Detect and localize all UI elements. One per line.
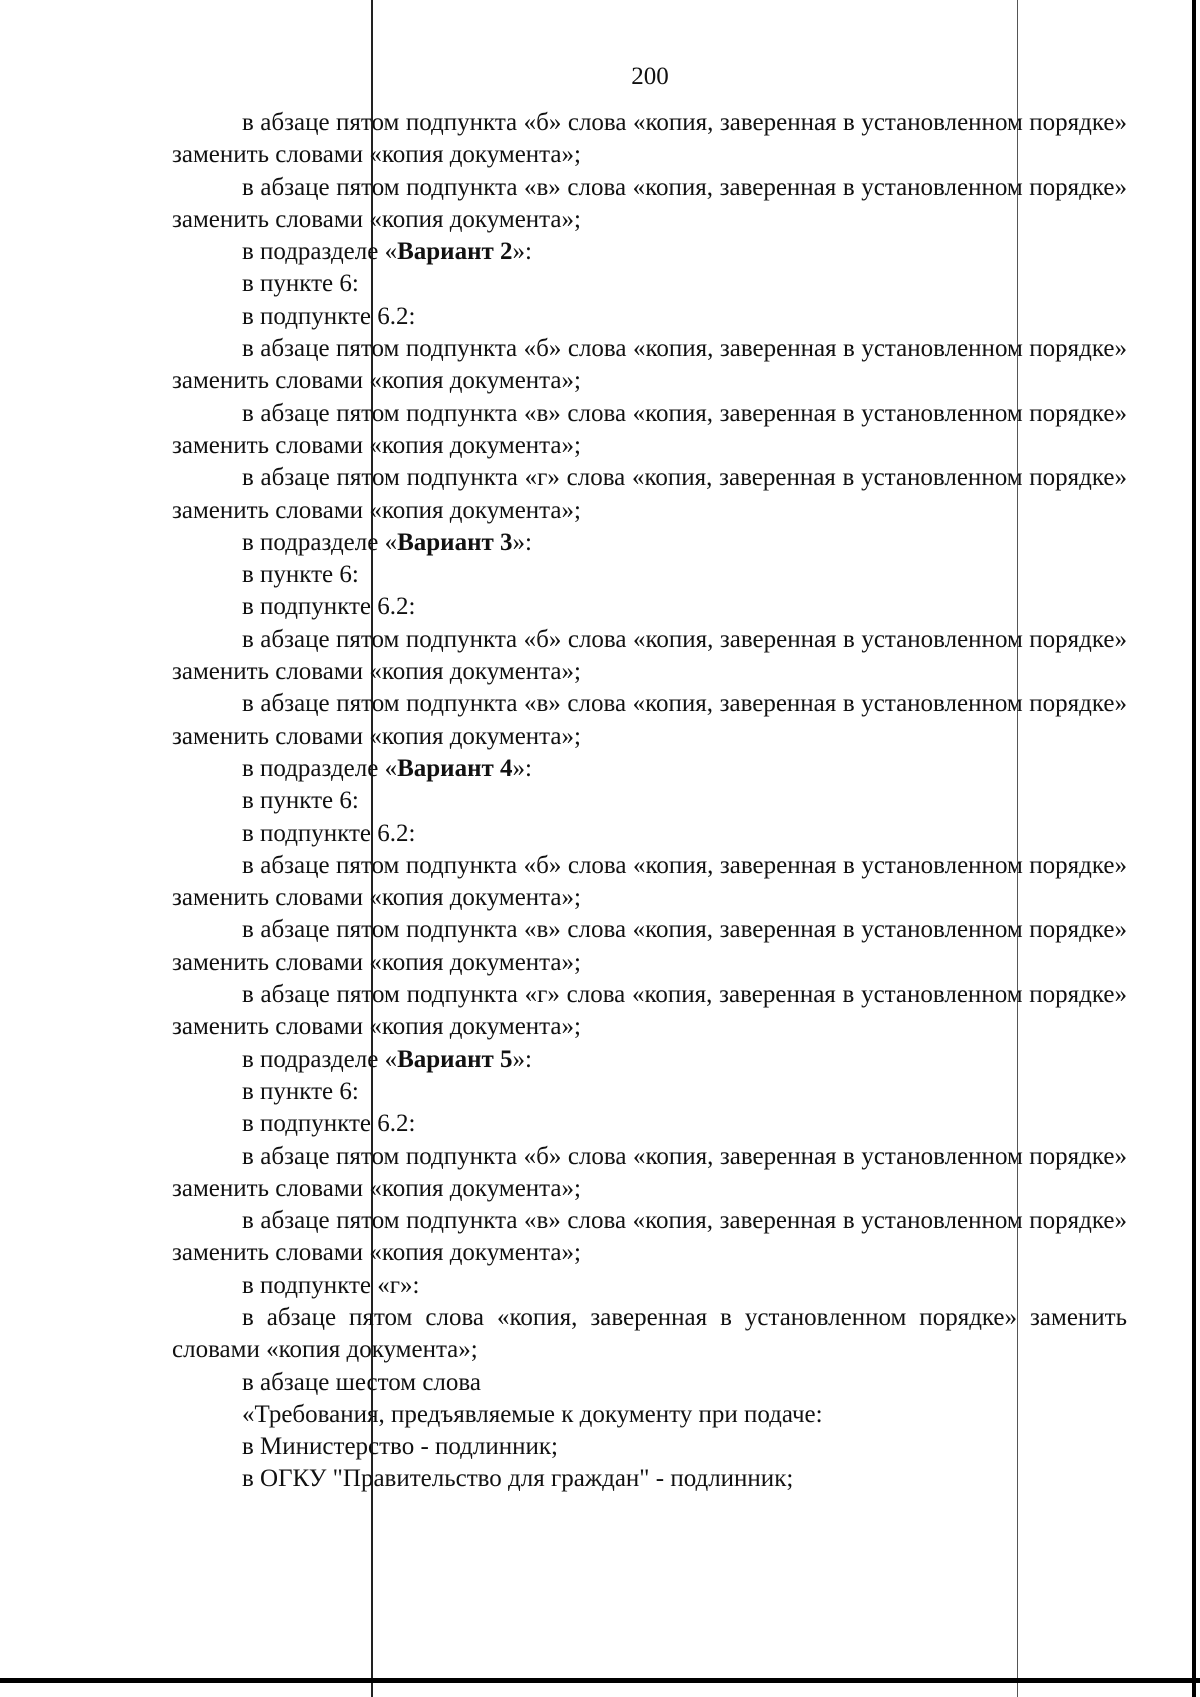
- paragraph: в абзаце пятом подпункта «г» слова «копия, заверенная в установленном порядке» заменить словами «копия документа»;: [172, 464, 1127, 524]
- paragraph: в подпункте «г»:: [242, 1271, 420, 1299]
- paragraph: в подпункте 6.2:: [242, 302, 416, 330]
- subsection-heading: в подразделе «Вариант 3»:: [242, 528, 532, 556]
- variant-title: Вариант 4: [397, 754, 513, 782]
- paragraph: в подпункте 6.2:: [242, 819, 416, 847]
- paragraph: в Министерство - подлинник;: [242, 1433, 558, 1461]
- paragraph: в абзаце пятом слова «копия, заверенная в установленном порядке» заменить словами «копия документа»;: [172, 1303, 1127, 1364]
- paragraph: в абзаце пятом подпункта «в» слова «копия, заверенная в установленном порядке» заменить словами «копия документа»;: [172, 399, 1127, 459]
- paragraph: в подпункте 6.2:: [242, 1110, 416, 1138]
- page-number: 200: [631, 63, 669, 90]
- page-bottom-edge: [0, 1678, 1200, 1683]
- paragraph: «Требования, предъявляемые к документу при подаче:: [242, 1400, 823, 1428]
- paragraph: в абзаце пятом подпункта «б» слова «копия, заверенная в установленном порядке» заменить словами «копия документа»;: [172, 625, 1127, 686]
- paragraph: в абзаце пятом подпункта «б» слова «копия, заверенная в установленном порядке» заменить словами «копия документа»;: [172, 335, 1127, 395]
- paragraph: в пункте 6:: [242, 1077, 359, 1105]
- paragraph: в пункте 6:: [242, 270, 359, 298]
- paragraph: в абзаце пятом подпункта «г» слова «копия, заверенная в установленном порядке» заменить словами «копия документа»;: [172, 981, 1127, 1041]
- subsection-heading: в подразделе «Вариант 2»:: [242, 238, 532, 266]
- paragraph: в пункте 6:: [242, 787, 359, 815]
- page-edge: [1192, 0, 1196, 1697]
- variant-title: Вариант 2: [397, 238, 513, 266]
- paragraph: в абзаце пятом подпункта «в» слова «копия, заверенная в установленном порядке» заменить словами «копия документа»;: [172, 916, 1127, 976]
- paragraph: в абзаце пятом подпункта «в» слова «копия, заверенная в установленном порядке» заменить словами «копия документа»;: [172, 173, 1127, 233]
- paragraph: в абзаце пятом подпункта «в» слова «копия, заверенная в установленном порядке» заменить словами «копия документа»;: [172, 690, 1127, 750]
- variant-title: Вариант 5: [397, 1045, 513, 1073]
- paragraph: в пункте 6:: [242, 561, 359, 589]
- paragraph: в ОГКУ "Правительство для граждан" - подлинник;: [242, 1465, 794, 1493]
- paragraph: в абзаце пятом подпункта «б» слова «копия, заверенная в установленном порядке» заменить словами «копия документа»;: [172, 109, 1127, 169]
- paragraph: в абзаце пятом подпункта «б» слова «копия, заверенная в установленном порядке» заменить словами «копия документа»;: [172, 851, 1127, 912]
- paragraph: в абзаце пятом подпункта «в» слова «копия, заверенная в установленном порядке» заменить словами «копия документа»;: [172, 1207, 1127, 1267]
- subsection-heading: в подразделе «Вариант 4»:: [242, 754, 532, 782]
- paragraph: в абзаце шестом слова: [242, 1368, 481, 1396]
- subsection-heading: в подразделе «Вариант 5»:: [242, 1045, 532, 1073]
- paragraph: в подпункте 6.2:: [242, 593, 416, 621]
- document-body: [172, 107, 1127, 1496]
- variant-title: Вариант 3: [397, 528, 513, 556]
- paragraph: в абзаце пятом подпункта «б» слова «копия, заверенная в установленном порядке» заменить словами «копия документа»;: [172, 1142, 1127, 1202]
